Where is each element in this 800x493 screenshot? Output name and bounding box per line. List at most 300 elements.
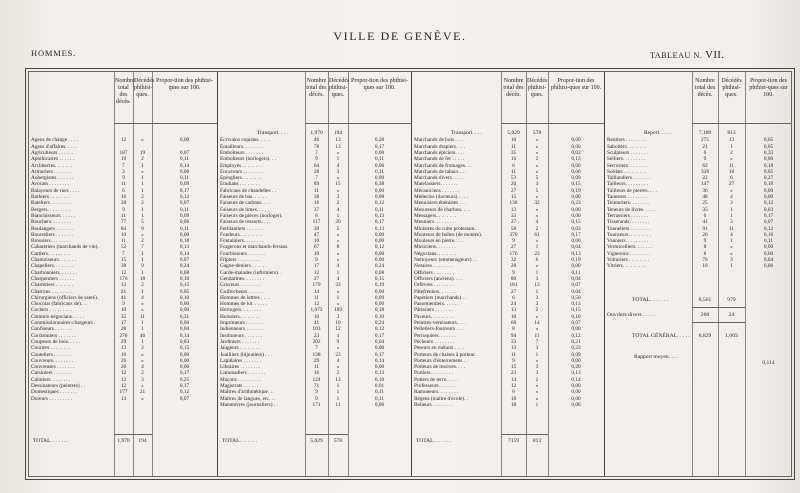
occupation-name: Couteliers . . . . . . . [31,351,72,358]
occupation-name: Culotiers. . . . . . . . [31,376,71,383]
total-deaths-cell: 9 [315,257,318,263]
total-deaths-cell: 13 [120,395,127,402]
phthisis-deaths-cell: 9 [336,338,340,345]
total-deaths-cell: 11 [120,238,127,245]
phthisis-deaths-cell: » [535,238,539,245]
total-deaths-cell: 62 [702,162,708,169]
phthisis-deaths-cell: 10 [335,320,341,326]
proportion-cell: 0,11 [374,156,385,163]
proportion-cell: 0,00 [374,238,385,245]
phthisis-deaths-cell: 189 [334,307,342,314]
proportion-cell: 0,19 [571,187,581,194]
total-deaths-cell: 28 [120,326,127,333]
phthisis-deaths-cell: 4 [336,275,340,282]
transport-label: Report. . . . . [644,130,672,136]
phthisis-deaths-cell: 1 [141,162,144,169]
total-deaths-cell: 10 [120,307,127,314]
phthisis-deaths-cell: 3 [730,257,733,263]
proportion-cell: 0,07 [179,395,190,402]
phthisis-deaths-cell: 9 [141,263,144,270]
total-deaths-cell: 53 [510,175,517,182]
proportion-cell: 0,14 [179,332,190,339]
proportion-cell: 0,13 [179,244,190,251]
proportion-cell: 0,13 [571,301,581,308]
phthisis-deaths-cell: 1 [535,401,539,408]
occupation-name: Matelassiers. . . . . . . [414,181,458,188]
proportion-cell: 0,13 [374,225,385,232]
occupation-name: Maîtres de langues, etc. . . [220,395,276,402]
phthisis-deaths-cell: 2 [141,238,144,245]
total-deaths-cell: 6 [512,294,515,301]
phthisis-deaths-cell: » [535,212,539,219]
total-deaths-cell: 35 [510,149,517,156]
proportion-cell: 0,11 [374,389,385,396]
total-deaths: 5,029 [310,438,323,444]
occupation-name: Forgerons et marchands-ferrans. [220,244,289,251]
occupation-name: Faiseurs de cadrans. . . . [220,200,271,207]
proportion-cell: 0,20 [571,364,581,371]
grand-subtotal-label: TOTAL. . . . . . . [632,297,668,303]
proportion-cell: 0,07 [763,219,774,226]
phthisis-deaths-cell: 1 [336,269,340,276]
phthisis-deaths-cell: 1 [730,212,733,219]
proportion-cell: 0,16 [763,231,774,238]
proportion-cell: 0,07 [179,257,190,263]
occupation-name: Perruquiers. . . . . . . [414,332,456,339]
occupation-name: Mesureurs de charbon. . . . [414,206,471,213]
proportion-cell: 0,17 [374,219,385,226]
phthisis-deaths-cell: » [730,156,733,163]
proportion-cell: 0,17 [179,383,190,389]
occupation-name: Commis-négocians. . . . . [31,313,84,320]
occupation-name: Couriers . . . . . . . . [31,345,71,352]
proportion-cell: 0,15 [571,307,581,314]
total-deaths-cell: 15 [510,364,517,371]
proportion-cell: 0,25 [179,376,190,383]
phthisis-deaths-cell: 4 [730,231,733,238]
phthisis-deaths-cell: 4 [336,162,340,169]
transport-label: Transport. . . . [451,130,482,136]
total-deaths-cell: 9 [315,156,318,163]
proportion-cell: 0,50 [571,294,581,301]
occupation-name: Notaires . . . . . . . . [414,263,454,270]
occupation-name: Ramoneurs. . . . . . . . [414,389,458,396]
proportion-cell: 0,24 [179,263,190,270]
phthisis-deaths-cell: 2 [535,307,539,314]
occupation-name: Bouchers. . . . . . . . [31,219,71,226]
proportion-cell: 0,14 [374,357,385,364]
phthisis-deaths-cell: 1 [730,238,733,245]
proportion-cell: 0,17 [179,370,190,377]
phthisis-deaths-cell: 4 [336,357,340,364]
phthisis-deaths-cell: 2 [141,282,144,289]
proportion-cell: 0,14 [179,162,190,169]
proportion-cell: 0,07 [179,200,190,207]
total-deaths-cell: 8 [703,244,707,251]
total-deaths-cell: 11 [510,168,517,175]
phthisis-deaths-cell: 2 [141,194,144,200]
occupation-name: Officiers . . . . . . . . [414,269,454,276]
phthisis-deaths-cell: 1 [141,250,144,257]
total-deaths-cell: 32 [510,257,517,263]
occupation-name: Professeurs. . . . . . . [414,383,456,389]
phthisis-deaths-cell: » [535,206,539,213]
phthisis-deaths-cell: 2 [141,370,144,377]
total-deaths-cell: 26 [120,364,127,371]
total-deaths-cell: 9 [315,389,318,396]
occupation-name: Horlogers. . . . . . . . [220,307,262,314]
phthisis-deaths-cell: » [535,168,539,175]
phthisis-deaths-cell: » [535,357,539,364]
total-deaths-cell: 14 [510,376,517,383]
occupation-name: Blanchisseurs. . . . . . [31,212,75,219]
occupation-name: Orfèvres . . . . . . . . [414,282,454,289]
phthisis-deaths-cell: 1 [141,338,144,345]
total-deaths-cell: 26 [120,357,127,364]
proportion-cell: 0,01 [374,383,385,389]
phthisis-deaths-cell: » [535,162,539,169]
proportion-cell: 0,05 [179,288,190,295]
occupation-name: Tailleurs de pierres. . . . [607,187,657,194]
occupation-name: Libraires . . . . . . . . [220,364,261,371]
total-deaths-cell: 12 [120,269,127,276]
occupation-name: Nettoyeurs (emmenageurs) . . [414,257,477,263]
occupation-name: Marchands de fer . . . . . [414,156,465,163]
header-phthisis-deaths: Décédés phthisi-ques. [527,78,548,98]
phthisis-deaths-cell: » [730,250,733,257]
total-deaths-cell: 77 [120,219,127,226]
total-deaths-cell: 8 [703,250,707,257]
phthisis-deaths-cell: » [141,395,144,402]
proportion-cell: 0,00 [374,175,385,182]
phthisis-deaths-cell: 3 [730,219,733,226]
occupation-name: Doreurs . . . . . . . . . [31,395,72,402]
total-rule [501,434,548,435]
header-phthisis-deaths: Décédés phthisi-ques. [329,78,350,98]
proportion-cell: 0,13 [571,250,581,257]
proportion-cell: 0,02 [571,149,581,156]
occupation-name: Fabricans de chandelles . . [220,187,276,194]
proportion-cell: 0,12 [374,244,385,251]
total-deaths-cell: 27 [510,219,517,226]
total-deaths-cell: 7 [122,250,125,257]
proportion-cell: 0,00 [571,206,581,213]
proportion-cell: 0,05 [763,137,774,144]
proportion-cell: 0,00 [179,351,190,358]
occupation-name: Balayeurs de rues . . . . [31,187,80,194]
occupation-name: Officiers (anciens). . . . [414,275,463,282]
total-deaths-cell: 11 [510,351,517,358]
occupation-name: Voituriers . . . . . . . . [607,257,649,263]
proportion-cell: 0,14 [179,250,190,257]
total-deaths-cell: 1,073 [310,307,323,314]
occupation-name: Passementiers. . . . . . [414,301,459,308]
occupation-name: Marchands épiciers. . . . [414,149,465,156]
occupation-name: Limonadiers . . . . . . . [220,370,266,377]
proportion-cell: 0,00 [374,345,385,352]
occupation-name: Apothicaires . . . . . . [31,156,74,163]
proportion-cell: 0,04 [571,288,581,295]
phthisis-deaths-cell: 5 [535,187,539,194]
total-deaths-cell: 124 [312,376,321,383]
total-deaths-cell: 9 [703,156,707,163]
total-deaths-cell: 29 [313,357,320,364]
proportion-cell: 0,04 [571,275,581,282]
total-deaths-cell: 89 [313,181,320,188]
proportion-cell: 0,00 [763,187,774,194]
occupation-name: Indienneurs . . . . . . . [220,326,264,333]
proportion-cell: 0,10 [179,275,190,282]
occupation-name: Pêcheurs . . . . . . . . [414,338,455,345]
proportion-cell: 0,00 [571,194,581,200]
proportion-cell: 0,18 [179,238,190,245]
occupation-name: Confiseurs . . . . . . . [31,326,73,333]
total-deaths-cell: 52 [120,244,127,251]
phthisis-deaths-cell: 1 [141,206,144,213]
transport-total: 1,970 [310,130,323,136]
phthisis-deaths-cell: » [336,257,340,263]
occupation-name: Lapidaires . . . . . . . [220,357,261,364]
total-phthisis: 194 [138,438,147,444]
total-deaths-cell: 8 [315,212,318,219]
occupation-name: Agens d'affaires. . . . . [31,143,78,150]
occupation-name: Médecins (docteurs) . . . . [414,194,468,200]
total-deaths-cell: 9 [315,395,318,402]
occupation-name: Maçons . . . . . . . . . [220,376,261,383]
total-deaths-cell: 10 [510,313,517,320]
phthisis-deaths-cell: » [336,250,340,257]
phthisis-deaths-cell: 13 [335,143,341,150]
proportion-cell: 0,00 [571,143,581,150]
header-rule [501,123,604,124]
total-deaths-cell: 21 [120,288,127,295]
phthisis-deaths-cell: 4 [336,206,340,213]
proportion-cell: 0,12 [374,326,385,333]
proportion-cell: 0,04 [763,257,774,263]
group-divider [217,72,218,476]
occupation-name: Joailliers (bijoutiers) . . . [220,351,272,358]
total-deaths-cell: 67 [313,244,320,251]
phthisis-deaths-cell: 46 [139,332,146,339]
occupation-name: Papetiers (marchands) . . [414,294,467,301]
proportion-cell: 0,13 [374,370,385,377]
phthisis-deaths-cell: 3 [535,294,539,301]
phthisis-deaths-cell: 1 [141,181,144,188]
total-deaths-cell: 10 [120,351,127,358]
summary-total-deaths: 8,561 [698,297,712,303]
proportion-cell: 0,17 [763,212,774,219]
total-deaths-cell: 6 [122,187,125,194]
phthisis-deaths-cell: 2 [336,200,340,207]
proportion-cell: 0,00 [571,357,581,364]
occupation-name: Selliers. . . . . . . . . [607,156,646,163]
proportion-cell: 0,12 [374,200,385,207]
occupation-name: Avocats . . . . . . . . [31,181,70,188]
phthisis-deaths-cell: » [535,383,539,389]
proportion-cell: 0,23 [571,345,581,352]
phthisis-deaths-cell: » [535,137,539,144]
occupation-name: Sculpteurs . . . . . . . [607,149,648,156]
proportion-cell: 0,04 [571,244,581,251]
proportion-cell: 0,23 [571,200,581,207]
table-ref-prefix: TABLEAU N. [650,51,703,60]
proportion-cell: 0,00 [571,168,581,175]
total-deaths-cell: 179 [312,282,321,289]
occupation-name: Bourreliers . . . . . . . [31,231,74,238]
total-deaths-cell: 10 [313,250,320,257]
phthisis-deaths-cell: 3 [535,301,539,308]
occupation-name: Instituteurs . . . . . . . [220,332,263,339]
phthisis-deaths-cell: 1 [336,395,340,402]
phthisis-deaths-cell: 23 [534,250,540,257]
proportion-cell: 0,00 [571,395,581,402]
phthisis-deaths-cell: 23 [335,351,341,358]
total-deaths-cell: 28 [313,168,320,175]
proportion-cell: 0,15 [179,282,190,289]
proportion-cell: 0,15 [179,345,190,352]
total-deaths-cell: 28 [120,200,127,207]
occupation-name: Mécaniciens . . . . . . . [414,187,460,194]
total-deaths-cell: 91 [702,225,708,232]
phthisis-deaths-cell: 19 [139,149,146,156]
total-deaths-cell: 27 [510,244,517,251]
column-rule [745,72,746,476]
proportion-cell: 0,06 [179,320,190,326]
total-deaths-cell: 14 [313,288,320,295]
phthisis-deaths-cell: 4 [141,294,144,301]
phthisis-deaths-cell: 3 [141,376,144,383]
total-deaths-cell: 11 [313,187,320,194]
total-deaths-cell: 9 [122,206,125,213]
occupation-name: Graveurs . . . . . . . . [220,282,261,289]
total-phthisis: 578 [333,438,343,444]
transport-label: Transport. . . . [257,130,288,136]
occupation-name: Fontainiers. . . . . . . . [220,238,264,245]
proportion-cell: 0,17 [571,231,581,238]
occupation-name: Régens (maître d'école). . [414,395,469,402]
occupation-name: Menuisiers ébénistes . . . [414,200,467,207]
proportion-cell: 0,07 [571,282,581,289]
phthisis-deaths-cell: 4 [535,219,539,226]
occupation-name: Mouleurs en pierre. . . . [414,238,464,245]
proportion-cell: 0,14 [571,376,581,383]
occupation-name: Négocians. . . . . . . . [414,250,457,257]
phthisis-deaths-cell: 3 [535,275,539,282]
occupation-name: Meuniers. . . . . . . . . [414,219,457,226]
total-deaths-cell: 18 [702,263,708,270]
total-deaths-cell: 9 [122,175,125,182]
occupation-name: Porteurs d'enterremens . . [414,357,468,364]
occupation-name: Ministres du culte protestant. [414,225,476,232]
occupation-name: Couvreurs. . . . . . . . [31,357,73,364]
phthisis-deaths-cell: 4 [336,263,340,270]
total-deaths-cell: 7 [122,162,125,169]
phthisis-deaths-cell: » [336,231,340,238]
phthisis-deaths-cell: » [535,313,539,320]
occupation-name: Soldats . . . . . . . . . [607,168,647,175]
proportion-cell: 0,13 [571,370,581,377]
transport-total: 5,029 [507,130,520,136]
proportion-cell: 0,13 [571,156,581,163]
total-deaths-cell: 12 [120,370,127,377]
occupation-name: Charpentiers . . . . . . [31,275,74,282]
occupation-name: Messagers. . . . . . . . [414,212,457,219]
proportion-cell: 0,12 [763,200,774,207]
phthisis-deaths-cell: 1 [141,320,144,326]
proportion-cell: 0,00 [374,187,385,194]
total-deaths-cell: 35 [120,313,127,320]
occupation-name: Vermicelliers. . . . . . . [607,244,653,251]
proportion-cell: 0,00 [571,389,581,396]
proportion-cell: 0,09 [179,212,190,219]
total-deaths-cell: 18 [510,401,517,408]
total-deaths-cell: 138 [509,200,518,207]
proportion-cell: 0,09 [179,181,190,188]
occupation-name: Magistrats . . . . . . . [220,383,261,389]
total-deaths: 1,970 [117,438,130,444]
occupation-name: Cochers . . . . . . . . . [31,307,73,314]
occupation-name: Pâtissiers . . . . . . . [414,307,453,314]
misc-workers-label: Ouvriers divers . . . . . [607,312,656,318]
total-rule [305,434,348,435]
total-deaths-cell: 48 [702,194,708,200]
proportion-cell: 0,08 [374,194,385,200]
total-deaths-cell: 78 [313,143,320,150]
phthisis-deaths-cell: 3 [535,370,539,377]
phthisis-deaths-cell: » [141,351,144,358]
phthisis-deaths-cell: 12 [335,376,341,383]
total-deaths-cell: 187 [119,149,128,156]
occupation-name: Boulangers . . . . . . . [31,225,74,232]
proportion-cell: 0,00 [571,137,581,144]
phthisis-deaths-cell: 18 [139,275,146,282]
occupation-name: Fripiers . . . . . . . . . [220,257,261,263]
transport-phthisis: 578 [532,130,542,136]
proportion-cell: 0,00 [374,364,385,371]
phthisis-deaths-cell: 2 [730,149,733,156]
total-deaths-cell: 13 [510,307,517,314]
total-deaths-cell: 27 [313,275,320,282]
total-deaths-cell: 23 [510,370,517,377]
occupation-name: Marchands drapiers. . . . [414,143,466,150]
proportion-cell: 0,00 [179,168,190,175]
phthisis-deaths-cell: 1 [141,269,144,276]
total-deaths-cell: 16 [510,156,517,163]
occupation-name: Employés . . . . . . . . [220,162,263,169]
total-deaths-cell: 8 [512,326,515,333]
phthisis-deaths-cell: 4 [141,364,144,371]
proportion-cell: 0,15 [571,219,581,226]
table-ref-number: VII. [705,49,725,61]
header-proportion: Propor-tion des phthisi-ques sur 100. [156,78,213,91]
proportion-cell: 0,00 [179,301,190,308]
occupation-name: Tanneurs . . . . . . . . [607,194,648,200]
summary-phthisis: 1,003 [725,333,738,339]
phthisis-deaths-cell: 3 [535,181,539,188]
phthisis-deaths-cell: » [535,194,539,200]
total-deaths-cell: 22 [702,175,708,182]
proportion-cell: 0,00 [374,288,385,295]
header-phthisis-deaths: Décédés phthisi-ques. [134,78,155,98]
proportion-cell: 0,00 [763,244,774,251]
proportion-cell: 0,07 [179,149,190,156]
phthisis-deaths-cell: 2 [535,225,539,232]
occupation-name: Barbiers . . . . . . . . [31,194,71,200]
phthisis-deaths-cell: » [336,301,340,308]
header-rule [692,123,792,124]
phthisis-deaths-cell: » [730,244,733,251]
proportion-cell: 0,15 [374,275,385,282]
